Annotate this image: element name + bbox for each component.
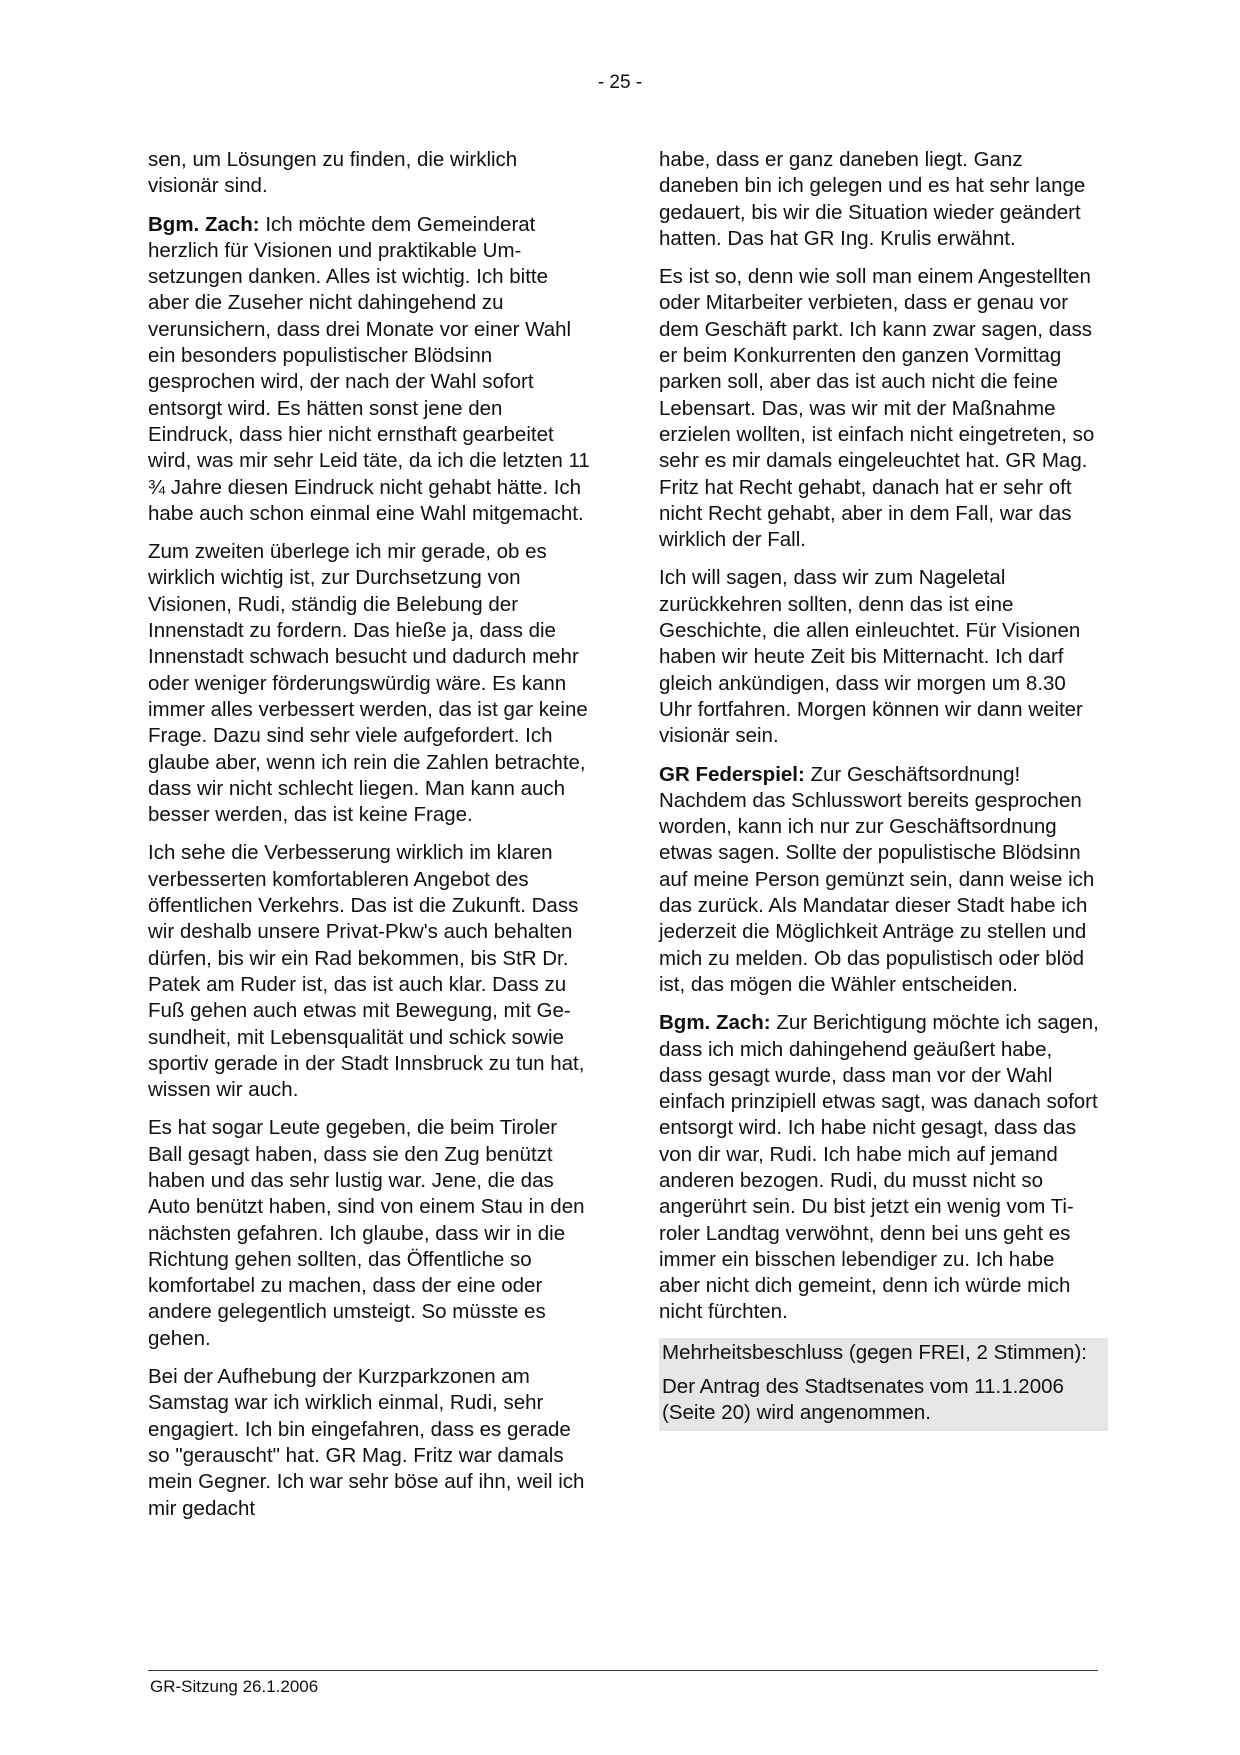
speaker-name: GR Federspiel: [659,762,805,786]
resolution-box [659,1338,1108,1431]
page-number: - 25 - [597,72,643,93]
paragraph: Bgm. Zach: Ich möchte dem Gemeinderat herzlich für Visionen und praktikable Umsetzungen danken. Alles ist wichtig. Ich bitte aber die Zuseher nicht dahingehend zu verunsichern, dass drei Monate vor einer Wahl ein besonders populistischer Blödsinn gesprochen wird, der nach der Wahl sofort entsorgt wird. Es hätten sonst jene den Eindruck, dass hier nicht ernsthaft gearbeitet wird, was mir sehr Leid täte, da ich die letzten 11 ¾ Jahre diesen Eindruck nicht gehabt hätte. Ich habe auch schon einmal eine Wahl mitgemacht. [148,212,590,525]
paragraph: Bgm. Zach: Zur Berichtigung möchte ich sagen, dass ich mich dahingehend geäußert habe, dass gesagt wurde, dass man vor der Wahl einfach prinzipiell etwas sagt, was danach sofort entsorgt wird. Ich habe nicht gesagt, dass das von dir war, Rudi. Ich habe mich auf jemand anderen bezogen. Rudi, du musst nicht so angerührt sein. Du bist jetzt ein wenig vom Tiroler Landtag verwöhnt, denn bei uns geht es immer ein bisschen lebendiger zu. Ich habe aber nicht dich gemeint, denn ich würde mich nicht fürchten. [659,1011,1099,1324]
left-column [148,147,590,1534]
paragraph: Ich will sagen, dass wir zum Nageletal zurückkehren sollten, denn das ist eine Geschichte, die allen einleuchtet. Für Visionen haben wir heute Zeit bis Mitternacht. Ich darf gleich ankündigen, dass wir morgen um 8.30 Uhr fortfahren. Morgen können wir dann weiter visionär sein. [659,566,1083,748]
paragraph: habe, dass er ganz daneben liegt. Ganz daneben bin ich gelegen und es hat sehr lange gedauert, bis wir die Situation wieder geändert hatten. Das hat GR Ing. Krulis erwähnt. [659,148,1086,250]
paragraph: Zum zweiten überlege ich mir gerade, ob es wirklich wichtig ist, zur Durchsetzung von Visionen, Rudi, ständig die Belebung der Innenstadt zu fordern. Das hieße ja, dass die Innenstadt schwach besucht und dadurch mehr oder weniger förderungswürdig wäre. Es kann immer alles verbessert werden, das ist gar keine Frage. Dazu sind sehr viele aufgefordert. Ich glaube aber, wenn ich rein die Zahlen betrachte, dass wir nicht schlecht liegen. Man kann auch besser werden, das ist keine Frage. [148,540,588,827]
paragraph: Es ist so, denn wie soll man einem Angestellten oder Mitarbeiter verbieten, dass er genau vor dem Geschäft parkt. Ich kann zwar sagen, dass er beim Konkurrenten den ganzen Vormittag parken soll, aber das ist auch nicht die feine Lebensart. Das, was wir mit der Maßnahme erzielen wollten, ist einfach nicht eingetreten, so sehr es mir damals eingeleuchtet hat. GR Mag. Fritz hat Recht gehabt, danach hat er sehr oft nicht Recht gehabt, aber in dem Fall, war das wirklich der Fall. [659,265,1095,552]
speaker-name: Bgm. Zach: [148,212,260,236]
footer-divider [148,1670,1098,1671]
vote-result: Mehrheitsbeschluss (gegen FREI, 2 Stimmen): [662,1340,1087,1364]
decision-text: Der Antrag des Stadtsenates vom 11.1.2006 (Seite 20) wird angenommen. [662,1375,1064,1425]
paragraph: GR Federspiel: Zur Geschäftsordnung! Nachdem das Schlusswort bereits gesprochen worden, kann ich nur zur Geschäftsordnung etwas sagen. Sollte der populistische Blödsinn auf meine Person gemünzt sein, dann weise ich das zurück. Als Mandatar dieser Stadt habe ich jederzeit die Möglichkeit Anträge zu stellen und mich zu melden. Ob das populistisch oder blöd ist, das mögen die Wähler entscheiden. [659,762,1095,996]
paragraph: sen, um Lösungen zu finden, die wirklich visionär sind. [148,148,518,198]
right-column [659,147,1101,1431]
paragraph: Bei der Aufhebung der Kurzparkzonen am Samstag war ich wirklich einmal, Rudi, sehr engagiert. Ich bin eingefahren, dass es gerade so "gerauscht" hat. GR Mag. Fritz war damals mein Gegner. Ich war sehr böse auf ihn, weil ich mir gedacht [148,1365,585,1520]
paragraph: Ich sehe die Verbesserung wirklich im klaren verbesserten komfortableren Angebot des öffentlichen Verkehrs. Das ist die Zukunft. Dass wir deshalb unsere Privat-Pkw's auch behalten dürfen, bis wir ein Rad bekommen, bis StR Dr. Patek am Ruder ist, das ist auch klar. Dass zu Fuß gehen auch etwas mit Bewegung, mit Gesundheit, mit Lebensqualität und schick sowie sportiv gerade in der Stadt Innsbruck zu tun hat, wissen wir auch. [148,841,585,1102]
footer-text: GR-Sitzung 26.1.2006 [150,1677,319,1696]
paragraph: Es hat sogar Leute gegeben, die beim Tiroler Ball gesagt haben, dass sie den Zug benützt haben und das sehr lustig war. Jene, die das Auto benützt haben, sind von einem Stau in den nächsten gefahren. Ich glaube, dass wir in die Richtung gehen sollten, das Öffentliche so komfortabel zu machen, dass der eine oder andere gelegentlich umsteigt. So müsste es gehen. [148,1116,585,1350]
speaker-name: Bgm. Zach: [659,1011,771,1035]
